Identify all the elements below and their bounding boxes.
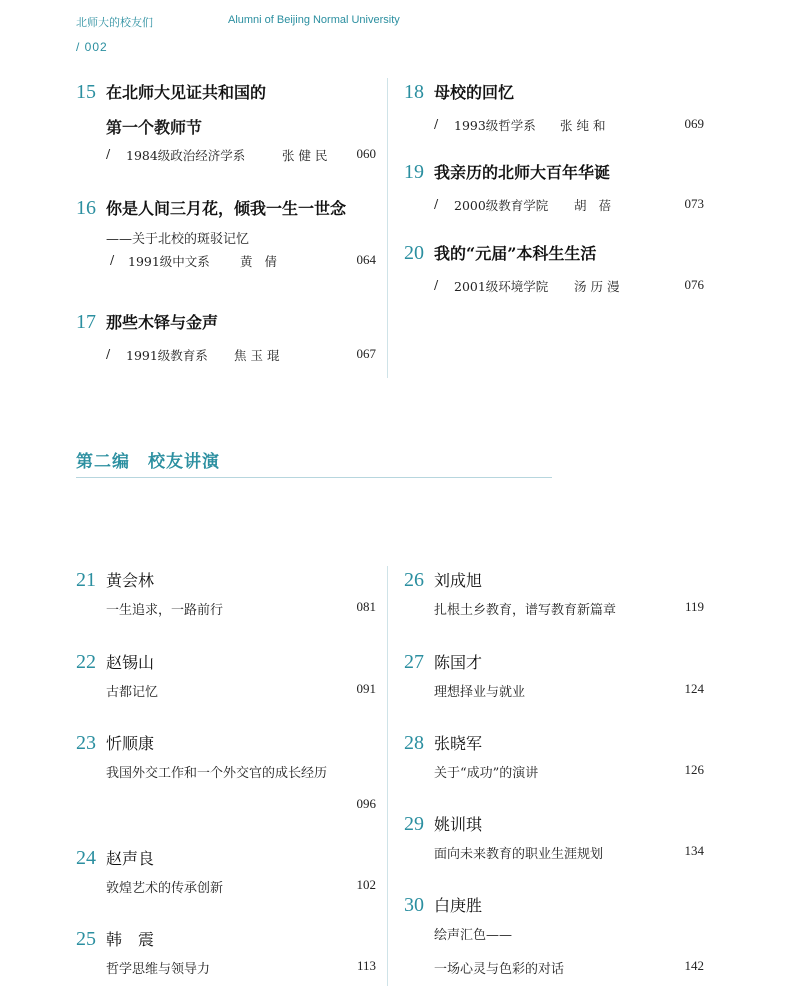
page-ref: 060 [356,146,376,161]
entry-number: 22 [76,651,96,673]
speaker-name[interactable]: 忻顺康 [106,734,155,753]
toc-entry[interactable] [404,893,704,979]
entry-number: 16 [76,197,96,219]
author-name: 汤历漫 [574,279,624,294]
meta-slash: / [434,116,439,131]
meta-slash: / [106,146,111,161]
toc-entry[interactable] [76,310,376,366]
toc-entry[interactable] [404,731,704,783]
author-name: 张健民 [282,148,332,163]
entry-title[interactable]: 母校的回忆 [434,83,515,102]
speaker-name[interactable]: 白庚胜 [434,896,483,915]
entry-title-line2[interactable]: 第一个教师节 [106,117,203,137]
talk-title: 绘声汇色—— [434,928,513,943]
toc-entry[interactable] [76,731,376,817]
page-ref: 096 [356,796,376,811]
entry-number: 23 [76,732,96,754]
speaker-name[interactable]: 黄会林 [106,571,155,590]
toc-entry[interactable] [404,812,704,864]
speaker-name[interactable]: 陈国才 [434,653,483,672]
author-name: 焦玉琨 [234,348,284,363]
meta-slash: / [106,346,111,361]
entry-number: 21 [76,569,96,591]
entry-number: 24 [76,847,96,869]
entry-title[interactable]: 那些木铎与金声 [106,313,219,332]
author-department: 2001级环境学院 [454,279,549,294]
toc-entry[interactable] [76,80,376,166]
entry-number: 27 [404,651,424,673]
page-number: / 002 [76,40,108,54]
toc-entry[interactable] [76,650,376,702]
entry-number: 26 [404,569,424,591]
talk-title: 我国外交工作和一个外交官的成长经历 [106,766,328,781]
page-ref: 142 [684,958,704,973]
entry-title[interactable]: 你是人间三月花，倾我一生一世念 [106,199,347,218]
author-name: 黄 倩 [240,254,281,269]
entry-number: 19 [404,161,424,183]
speaker-name[interactable]: 赵锡山 [106,653,155,672]
entry-title[interactable]: 我亲历的北师大百年华诞 [434,163,611,182]
running-header-en: Alumni of Beijing Normal University [228,14,400,26]
page-ref: 091 [356,681,376,696]
author-name: 张纯和 [560,118,610,133]
entry-number: 25 [76,928,96,950]
author-department: 1993级哲学系 [454,118,536,133]
author-name: 胡 蓓 [574,198,615,213]
entry-number: 20 [404,242,424,264]
toc-entry[interactable] [404,80,704,136]
page-ref: 113 [356,958,376,973]
author-department: 1991级教育系 [126,348,208,363]
talk-title: 理想择业与就业 [434,685,526,700]
toc-entry[interactable] [404,241,704,297]
talk-title: 关于“成功”的演讲 [434,766,539,781]
page-ref: 124 [684,681,704,696]
meta-slash: / [434,196,439,211]
entry-number: 28 [404,732,424,754]
page-ref: 073 [684,196,704,211]
section-title: 第二编 校友讲演 [76,452,220,472]
entry-subtitle: ——关于北校的斑驳记忆 [106,231,250,247]
page-ref: 134 [684,843,704,858]
section-heading [76,447,552,478]
entry-number: 18 [404,81,424,103]
meta-slash: / [434,277,439,292]
entry-number: 30 [404,894,424,916]
speaker-name[interactable]: 姚训琪 [434,815,483,834]
speaker-name[interactable]: 赵声良 [106,849,155,868]
page-ref: 067 [356,346,376,361]
running-header-cn: 北师大的校友们 [76,16,153,29]
talk-title: 一生追求，一路前行 [106,603,224,618]
talk-title: 扎根土乡教育，谱写教育新篇章 [434,603,617,618]
page-ref: 069 [684,116,704,131]
toc-entry[interactable] [404,568,704,620]
author-department: 1984级政治经济学系 [126,148,246,163]
page-ref: 102 [356,877,376,892]
entry-number: 29 [404,813,424,835]
toc-entry[interactable] [404,160,704,216]
meta-slash: / [110,252,115,267]
toc-entry[interactable] [76,568,376,620]
column-divider-top [387,78,388,378]
entry-number: 17 [76,311,96,333]
talk-title: 面向未来教育的职业生涯规划 [434,847,604,862]
toc-entry[interactable] [76,927,376,979]
toc-entry[interactable] [76,196,376,272]
entry-title[interactable]: 我的“元届”本科生生活 [434,244,597,263]
page-ref: 081 [356,599,376,614]
toc-entry[interactable] [404,650,704,702]
speaker-name[interactable]: 张晓军 [434,734,483,753]
talk-title: 敦煌艺术的传承创新 [106,881,224,896]
author-department: 1991级中文系 [128,254,210,269]
speaker-name[interactable]: 韩 震 [106,930,155,949]
speaker-name[interactable]: 刘成旭 [434,571,483,590]
talk-title: 古都记忆 [106,685,159,700]
entry-number: 15 [76,81,96,103]
talk-title: 哲学思维与领导力 [106,962,211,977]
column-divider-bottom [387,566,388,986]
page-ref: 119 [684,599,704,614]
talk-title-line2: 一场心灵与色彩的对话 [434,962,565,977]
page-ref: 126 [684,762,704,777]
entry-title[interactable]: 在北师大见证共和国的 [106,83,267,102]
page-ref: 076 [684,277,704,292]
toc-entry[interactable] [76,846,376,898]
author-department: 2000级教育学院 [454,198,549,213]
page-ref: 064 [356,252,376,267]
